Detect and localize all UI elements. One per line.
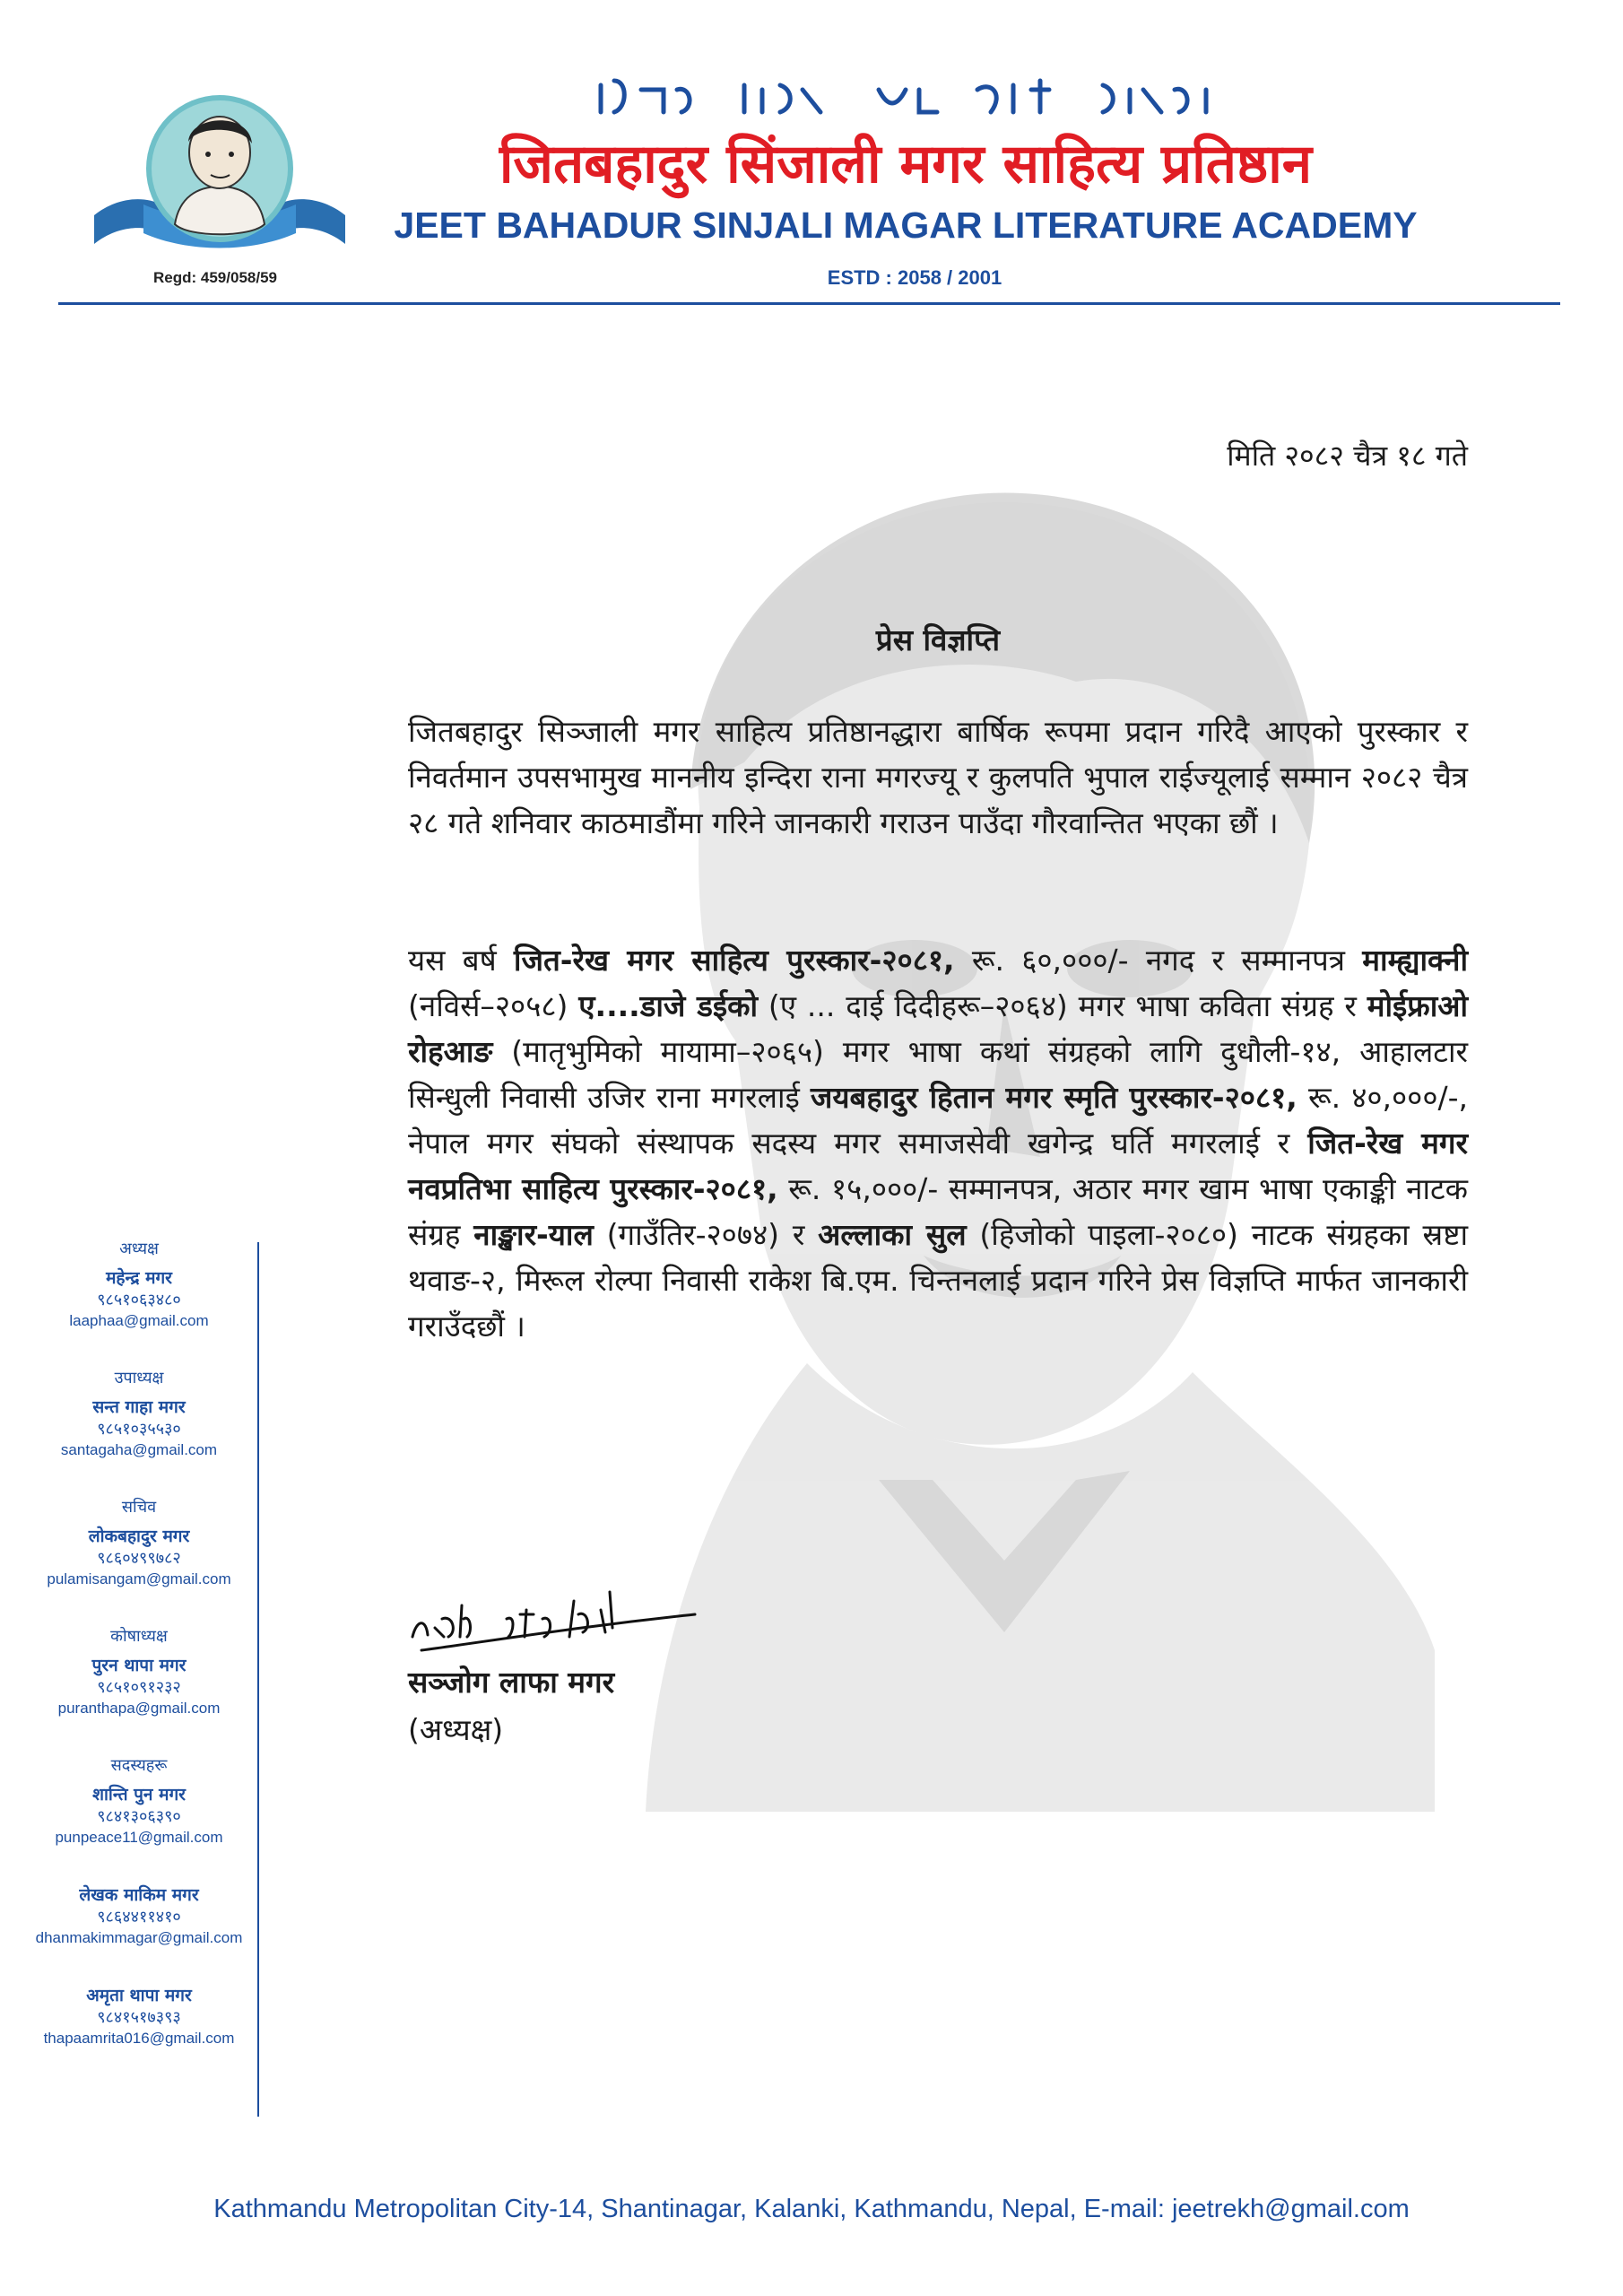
text-span: (ए ... दाई दिदीहरू–२०६४) मगर भाषा कविता संग्रह र: [758, 988, 1367, 1023]
member-phone: ९८५१०९१२३२: [97, 1678, 181, 1697]
member-phone: ९८६०४९९७८२: [97, 1549, 181, 1568]
header-divider: [58, 302, 1560, 305]
member-role: अध्यक्ष: [119, 1239, 159, 1258]
member-name: लेखक माकिम मगर: [79, 1885, 199, 1905]
member-chairperson: [18, 1238, 260, 1331]
member-email: pulamisangam@gmail.com: [47, 1570, 231, 1587]
member-phone: ९८६४४११४१०: [97, 1908, 181, 1926]
text-span: रू. ६०,०००/- नगद र सम्मानपत्र: [954, 943, 1363, 978]
member-name: लोकबहादुर मगर: [88, 1526, 190, 1546]
member-name: महेन्द्र मगर: [106, 1268, 172, 1288]
signer-name: सञ्जोग लाफा मगर: [408, 1665, 615, 1700]
member-name: शान्ति पुन मगर: [92, 1785, 186, 1805]
member-role: सदस्यहरू: [110, 1756, 168, 1775]
book-title: मोईफ्राओ रोहआङ: [408, 988, 1468, 1069]
member-email: puranthapa@gmail.com: [57, 1700, 221, 1717]
text-span: (हिजोको पाइला-२०८०) नाटक संग्रहका स्रष्टा थवाङ-२, मिरूल रोल्पा निवासी राकेश बि.एम. चिन्तनलाई प्रदान गरिने प्रेस विज्ञप्ति मार्फत जानकारी गराउँदछौं ।: [408, 1217, 1469, 1344]
text-span: (गाउँतिर-२०७४) र: [593, 1217, 819, 1252]
member-email: punpeace11@gmail.com: [55, 1829, 223, 1846]
book-title: अल्लाका सुल: [818, 1217, 967, 1252]
text-span: (नविर्स–२०५८): [408, 988, 579, 1023]
member-members: [18, 1754, 260, 1848]
member-phone: ९८५१०६३४८०: [97, 1291, 181, 1309]
award-name-jayabahadur: जयबहादुर हितान मगर स्मृति पुरस्कार-२०८१,: [810, 1080, 1298, 1115]
member-name: अमृता थापा मगर: [86, 1986, 192, 2005]
member-phone: ९८४१५१७३९३: [97, 2008, 181, 2027]
established-year: ESTD : 2058 / 2001: [827, 266, 1002, 289]
member-vice-chairperson: [18, 1367, 260, 1460]
document-title: प्रेस विज्ञप्ति: [875, 622, 1001, 657]
award-name-navapratibha: जित-रेख मगर नवप्रतिभा साहित्य पुरस्कार-२०८१,: [408, 1126, 1468, 1206]
text-span: यस बर्ष: [408, 943, 514, 978]
member-role: सचिव: [121, 1498, 157, 1517]
text-span: (मातृभुमिको मायामा–२०६५) मगर भाषा कथां संग्रहको लागि दुधौली-१४, आहालटार सिन्धुली निवासी उजिर राना मगरलाई: [408, 1034, 1468, 1115]
signer-designation: (अध्यक्ष): [408, 1712, 504, 1747]
member-role: कोषाध्यक्ष: [110, 1627, 168, 1646]
footer-address: Kathmandu Metropolitan City-14, Shantinagar, Kalanki, Kathmandu, Nepal, E-mail: jeetrekh@gmail.com: [213, 2195, 1410, 2223]
award-name-jeet-rekh: जित-रेख मगर साहित्य पुरस्कार-२०८१,: [513, 943, 955, 978]
body-paragraph-1: जितबहादुर सिञ्जाली मगर साहित्य प्रतिष्ठानद्धारा बार्षिक रूपमा प्रदान गरिदै आएको पुरस्कार र निवर्तमान उपसभामुख माननीय इन्दिरा राना मगरज्यू र कुलपति भुपाल राईज्यूलाई सम्मान २०८२ चैत्र २८ गते शनिवार काठमाडौंमा गरिने जानकारी गराउन पाउँदा गौरवान्तित भएका छौं ।: [408, 714, 1468, 840]
text-span: रू. ४०,०००/-, नेपाल मगर संघको संस्थापक सदस्य मगर समाजसेवी खगेन्द्र घर्ति मगरलाई र: [408, 1080, 1469, 1161]
member-phone: ९८४१३०६३९०: [97, 1807, 181, 1826]
org-name-english: JEET BAHADUR SINJALI MAGAR LITERATURE ACADEMY: [394, 204, 1418, 246]
book-title: नाङ्खार-याल: [473, 1217, 594, 1252]
committee-sidebar: [18, 1238, 260, 2084]
member-secretary: [18, 1496, 260, 1589]
member-name: पुरन थापा मगर: [91, 1656, 187, 1675]
member-phone: ९८५१०३५५३०: [97, 1420, 181, 1439]
member-email: laaphaa@gmail.com: [69, 1312, 209, 1329]
member-email: dhanmakimmagar@gmail.com: [35, 1929, 243, 1946]
member-email: santagaha@gmail.com: [60, 1441, 218, 1458]
member-role: उपाध्यक्ष: [114, 1369, 164, 1387]
magar-akkha-script-line: [592, 67, 1219, 130]
body-paragraph-2: [408, 937, 1468, 1349]
org-name-nepali: जितबहादुर सिंजाली मगर साहित्य प्रतिष्ठान: [499, 133, 1313, 196]
member-entry: [18, 1984, 260, 2048]
registration-number: Regd: 459/058/59: [153, 269, 277, 286]
text-span: रू. १५,०००/- सम्मानपत्र, अठार मगर खाम भाषा एकाङ्की नाटक संग्रह: [408, 1171, 1468, 1252]
member-email: thapaamrita016@gmail.com: [43, 2030, 235, 2047]
member-name: सन्त गाहा मगर: [92, 1397, 186, 1417]
academy-logo: [90, 90, 350, 269]
handwritten-signature: [408, 1565, 704, 1655]
member-treasurer: [18, 1625, 260, 1718]
member-entry: [18, 1883, 260, 1948]
letter-date: मिति २०८२ चैत्र १८ गते: [1227, 439, 1468, 473]
book-title: माम्ह्याक्नी: [1362, 943, 1469, 978]
book-title: ए....डाजे डईको: [578, 988, 759, 1023]
